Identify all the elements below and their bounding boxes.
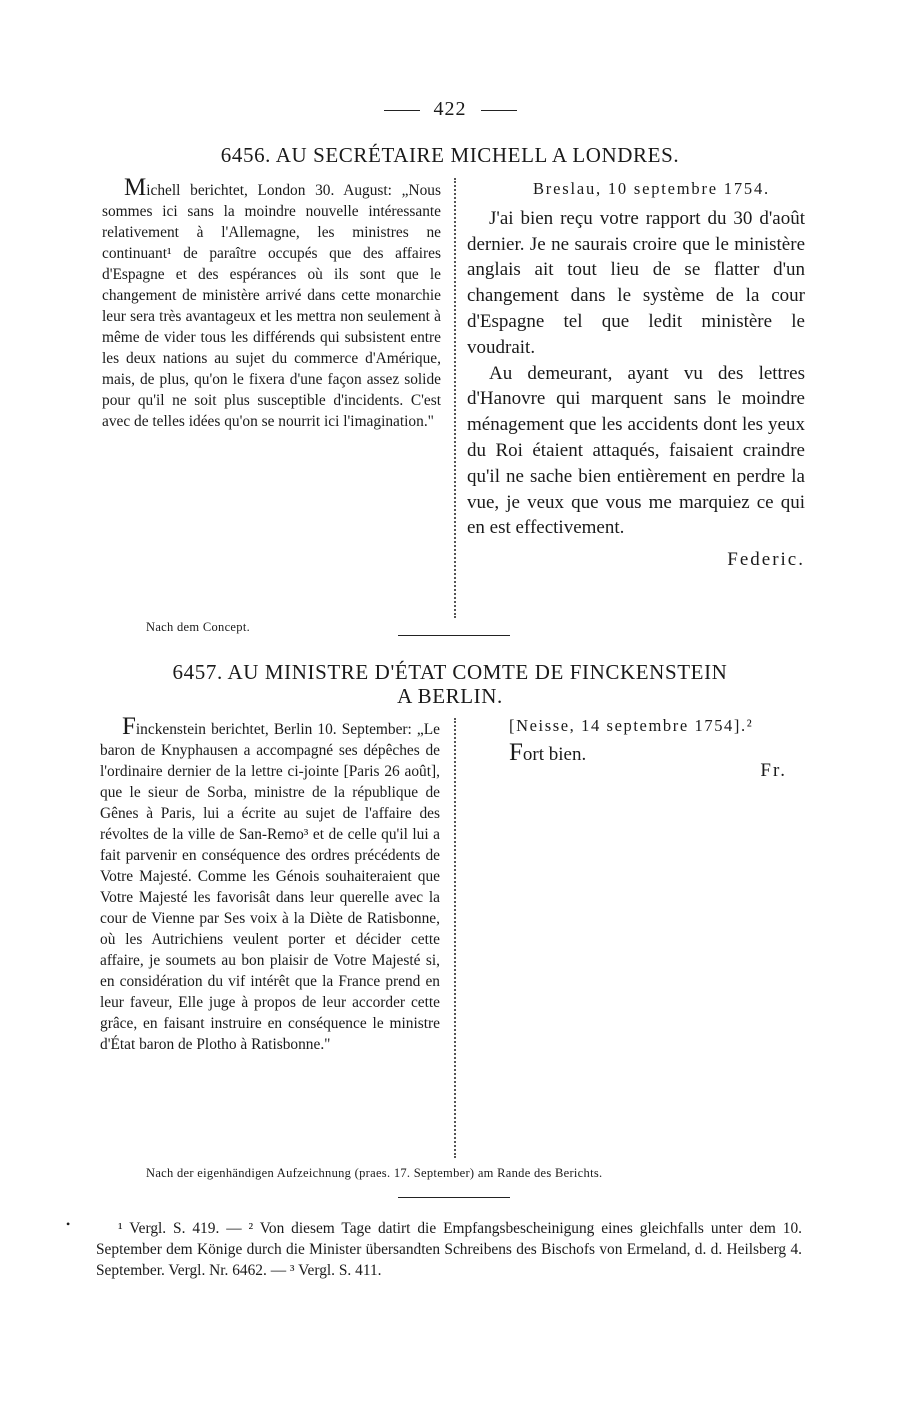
section2-signature: Fr. — [760, 760, 787, 781]
footnotes — [96, 1218, 802, 1281]
margin-mark: • — [66, 1217, 71, 1231]
section1-summary-paragraph — [102, 175, 441, 432]
section2-heading-line-2: A BERLIN. — [397, 684, 503, 708]
section2-summary-text: inckenstein berichtet, Berlin 10. September: „Le baron de Knyphausen a accompagné ses dépêches de l'ordinaire dernier de la lettre ci-jointe [Paris 26 août], que le sieur de Sorba, ministre de la république de Gênes à Paris, lui a écrite au sujet de l'affaire des révoltes de la ville de San-Remo³ et de celle qu'il lui a fait parvenir en conséquence des ordres précédents de Votre Majesté. Comme les Génois souhaiteraient que Votre Majesté les favorisât dans leur querelle avec la cour de Vienne par Ses voix à la Diète de Ratisbonne, où les Autrichiens veulent porter et décider cette affaire, je soumets au bon plaisir de Votre Majesté si, en considération du vif intérêt que la France prend en leur faveur, Elle juge à propos de leur accorder cette grâce, en faisant instruire en conséquence le ministre d'État baron de Plotho à Ratisbonne." — [100, 721, 440, 1053]
section2-summary-dropcap: F — [122, 713, 136, 740]
section1-summary-dropcap: M — [124, 174, 147, 201]
section1-summary — [102, 175, 441, 432]
section1-source-note: Nach dem Concept. — [146, 620, 251, 634]
page-number-line — [0, 98, 900, 121]
page-number-dash-left — [384, 110, 420, 111]
section1-heading: 6456. AU SECRÉTAIRE MICHELL A LONDRES. — [220, 143, 680, 167]
section1-dateline: Breslau, 10 septembre 1754. — [533, 179, 770, 198]
section2-summary-paragraph — [100, 714, 440, 1055]
section1-letter-paragraph-2: Au demeurant, ayant vu des lettres d'Hanovre qui marquent sans le moindre ménagement que les accidents dont les yeux du Roi étaient attaqués, faisaient craindre qu'il ne sache bien entièrement en perdre la vue, je veux que vous me marquiez ce qui en est effectivement. — [467, 362, 805, 539]
footnote-separator-rule — [398, 1197, 510, 1198]
section2-reply-dropcap: F — [509, 739, 523, 766]
section1-summary-text: ichell berichtet, London 30. August: „Nous sommes ici sans la moindre nouvelle intéressante relativement à l'Allemagne, les ministres ne continuant¹ de paraître occupés que des affaires d'Espagne et des espérances où ils sont que le changement de ministère arrivé dans cette monarchie leur sera très avantageux et les mettra non seulement à même de vider tous les différends qui subsistent entre les deux nations au sujet du commerce d'Amérique, mais, de plus, qu'on le fixera d'une façon assez solide pour qu'il ne soit plus susceptible d'incidents. C'est avec de telles idées qu'on se nourrit ici l'imagination." — [102, 182, 441, 430]
section2-heading-line-1: 6457. AU MINISTRE D'ÉTAT COMTE DE FINCKENSTEIN — [172, 660, 728, 684]
page-number-dash-right — [481, 110, 517, 111]
column-divider-1 — [454, 178, 456, 618]
footnotes-text: ¹ Vergl. S. 419. — ² Von diesem Tage datirt die Empfangsbescheinigung eines gleichfalls unter dem 10. September dem Könige durch die Minister übersandten Schreibens des Bischofs von Ermeland, d. d. Heilsberg 4. September. Vergl. Nr. 6462. — ³ Vergl. S. 411. — [96, 1220, 802, 1279]
section1-letter-paragraph-1: J'ai bien reçu votre rapport du 30 d'août dernier. Je ne saurais croire que le ministère anglais ait tout lieu de se flatter d'un changement dans le système de la cour d'Espagne tel que ledit ministère le voudrait. — [467, 207, 805, 358]
section2-source-note: Nach der eigenhändigen Aufzeichnung (praes. 17. September) am Rande des Berichts. — [146, 1166, 603, 1180]
section2-dateline: [Neisse, 14 septembre 1754].² — [509, 716, 754, 735]
section2-reply-text: ort bien. — [522, 744, 587, 765]
section1-signature: Federic. — [727, 549, 805, 571]
section-separator-rule — [398, 635, 510, 636]
section2-summary — [100, 714, 440, 1055]
page-number: 422 — [433, 98, 467, 120]
section2-reply — [509, 716, 809, 782]
column-divider-2 — [454, 718, 456, 1158]
section1-letter — [467, 176, 805, 573]
